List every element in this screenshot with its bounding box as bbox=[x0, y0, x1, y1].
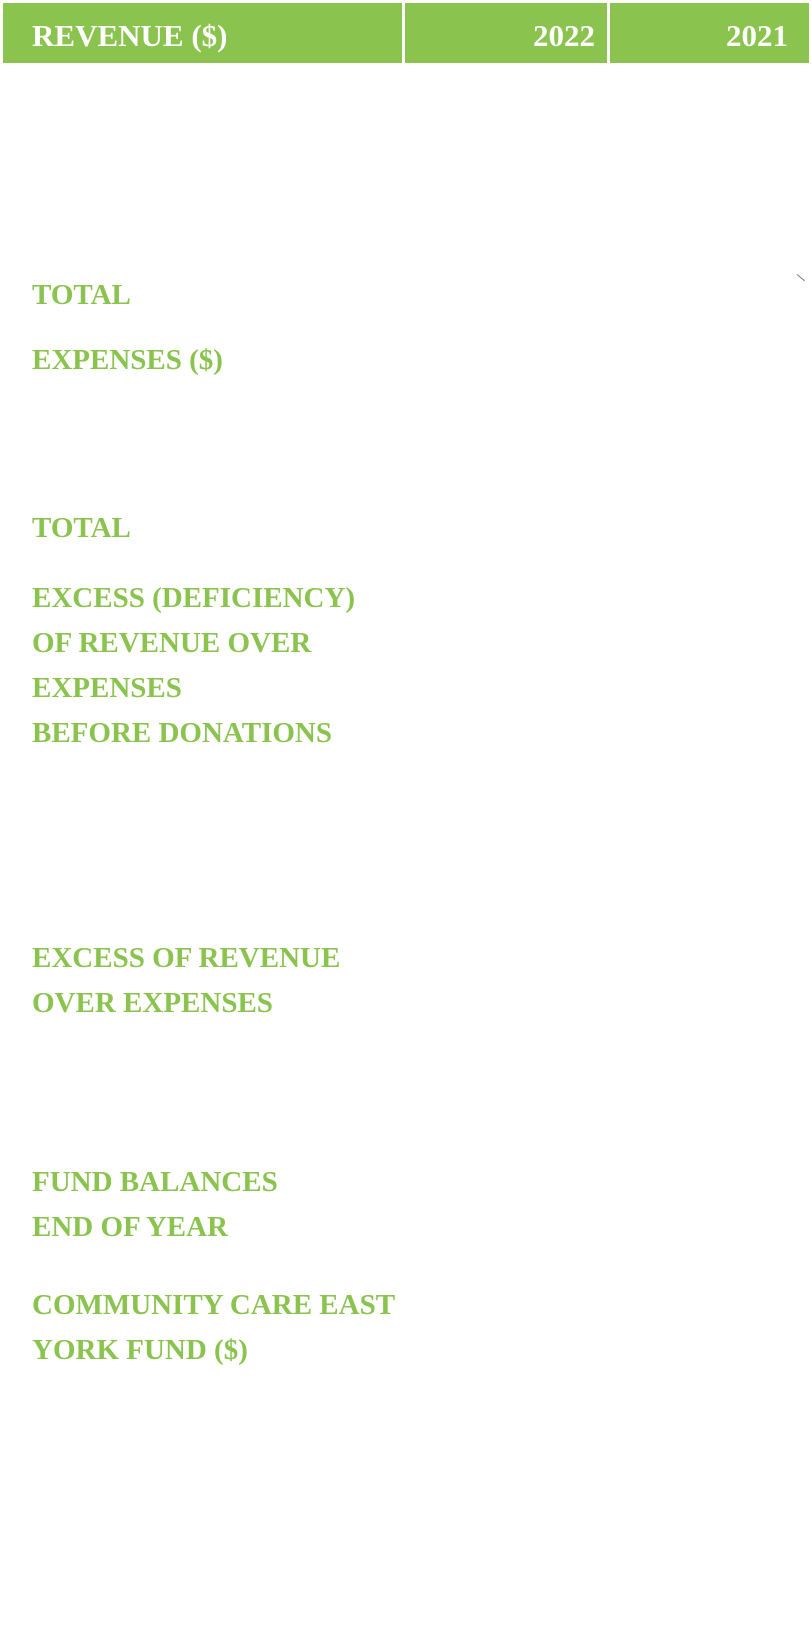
year-2022-header: 2022 bbox=[533, 18, 595, 53]
community-fund-heading: COMMUNITY CARE EAST YORK FUND ($) bbox=[32, 1289, 396, 1366]
stray-mark bbox=[797, 274, 805, 281]
expenses-heading: EXPENSES ($) bbox=[32, 344, 223, 376]
column-divider bbox=[402, 3, 405, 63]
column-divider bbox=[607, 3, 610, 63]
revenue-header-label: REVENUE ($) bbox=[32, 18, 228, 53]
excess-deficiency-heading: EXCESS (DEFICIENCY) OF REVENUE OVER EXPENSES BEFORE DONATIONS bbox=[32, 582, 356, 749]
year-2021-header: 2021 bbox=[726, 18, 788, 53]
fund-balances-heading: FUND BALANCES END OF YEAR bbox=[32, 1166, 278, 1243]
revenue-total-label: TOTAL bbox=[32, 279, 131, 311]
table-header bbox=[3, 3, 809, 63]
excess-revenue-heading: EXCESS OF REVENUE OVER EXPENSES bbox=[32, 942, 341, 1019]
expenses-total-label: TOTAL bbox=[32, 512, 131, 544]
